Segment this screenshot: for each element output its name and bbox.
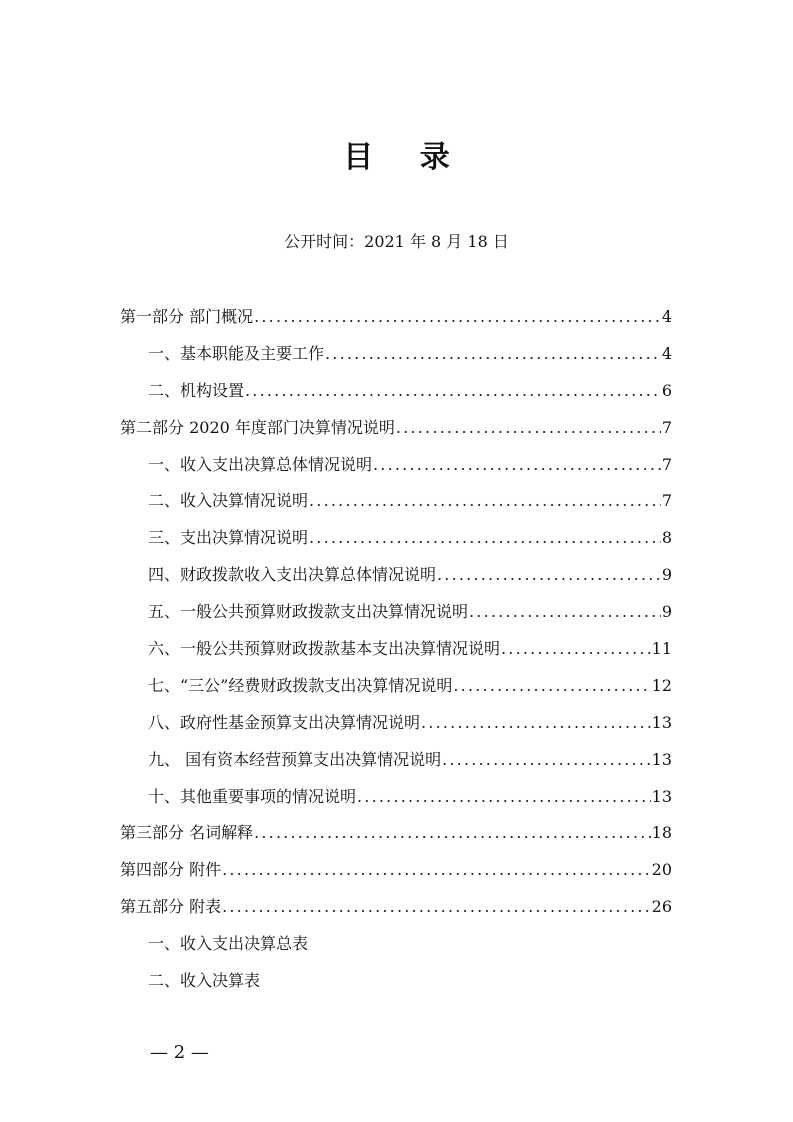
toc-entry-label: 七、“三公”经费财政拨款支出决算情况说明 — [148, 675, 453, 695]
toc-entry-label: 二、收入决算表 — [148, 971, 261, 991]
toc-entry[interactable] — [120, 896, 672, 933]
toc-entry[interactable] — [120, 749, 672, 786]
toc-dot-leader — [396, 417, 661, 439]
toc-dot-leader — [453, 675, 650, 697]
toc-entry-page-number: 11 — [651, 639, 672, 659]
toc-dot-leader — [501, 638, 651, 660]
toc-entry-label: 三、支出决算情况说明 — [148, 528, 309, 548]
toc-entry-label: 九、 国有资本经营预算支出决算情况说明 — [148, 749, 442, 769]
toc-entry-page-number: 13 — [651, 786, 672, 806]
toc-entry-page-number: 9 — [661, 565, 672, 585]
toc-entry-page-number: 13 — [651, 749, 672, 769]
toc-entry-label: 八、政府性基金预算支出决算情况说明 — [148, 712, 421, 732]
toc-dot-leader — [421, 712, 651, 734]
toc-entry-label: 一、收入支出决算总体情况说明 — [148, 454, 373, 474]
toc-entry-page-number: 13 — [651, 712, 672, 732]
toc-entry[interactable] — [120, 638, 672, 675]
toc-entry[interactable] — [120, 601, 672, 638]
toc-entry[interactable] — [120, 786, 672, 823]
toc-entry[interactable] — [120, 675, 672, 712]
toc-entry-label: 二、收入决算情况说明 — [148, 491, 309, 511]
toc-entry-label: 一、基本职能及主要工作 — [148, 343, 325, 363]
toc-entry-page-number: 12 — [651, 675, 672, 695]
toc-entry[interactable] — [120, 933, 672, 970]
toc-entry[interactable] — [120, 306, 672, 343]
toc-entry-page-number: 7 — [661, 417, 672, 437]
toc-dot-leader — [309, 527, 661, 549]
toc-dot-leader — [442, 749, 651, 771]
toc-entry-label: 四、财政拨款收入支出决算总体情况说明 — [148, 565, 437, 585]
toc-dot-leader — [222, 896, 651, 918]
toc-dot-leader — [254, 822, 651, 844]
publish-date: 公开时间：2021 年 8 月 18 日 — [284, 232, 509, 251]
toc-entry[interactable] — [120, 343, 672, 380]
toc-entry-label: 一、收入支出决算总表 — [148, 934, 309, 954]
toc-entry-page-number: 7 — [661, 454, 672, 474]
toc-entry[interactable] — [120, 712, 672, 749]
toc-entry-page-number: 6 — [661, 380, 672, 400]
toc-entry-label: 五、一般公共预算财政拨款支出决算情况说明 — [148, 602, 469, 622]
toc-entry[interactable] — [120, 859, 672, 896]
toc-entry[interactable] — [120, 417, 672, 454]
toc-dot-leader — [437, 564, 661, 586]
toc-entry[interactable] — [120, 822, 672, 859]
toc-dot-leader — [245, 380, 661, 402]
toc-entry[interactable] — [120, 454, 672, 491]
toc-entry-page-number: 4 — [661, 343, 672, 363]
toc-entry-label: 第一部分 部门概况 — [120, 307, 254, 326]
toc-entry-label: 第三部分 名词解释 — [120, 823, 254, 843]
toc-entry-label: 六、一般公共预算财政拨款基本支出决算情况说明 — [148, 639, 501, 659]
toc-entry-label: 第二部分 2020 年度部门决算情况说明 — [120, 417, 395, 437]
toc-dot-leader — [373, 454, 661, 476]
page-title: 目 录 — [343, 140, 468, 175]
toc-dot-leader — [469, 601, 661, 623]
toc-entry-label: 第四部分 附件 — [120, 860, 222, 880]
toc-entry-page-number: 9 — [661, 602, 672, 622]
table-of-contents — [120, 306, 672, 1007]
toc-entry-label: 十、其他重要事项的情况说明 — [148, 786, 357, 806]
toc-entry[interactable] — [120, 527, 672, 564]
toc-entry-page-number: 8 — [661, 528, 672, 548]
toc-entry-label: 二、机构设置 — [148, 380, 245, 400]
toc-entry[interactable] — [120, 970, 672, 1007]
toc-entry[interactable] — [120, 380, 672, 417]
toc-entry[interactable] — [120, 564, 672, 601]
toc-entry-page-number: 26 — [651, 897, 672, 917]
toc-entry[interactable] — [120, 490, 672, 527]
toc-entry-page-number: 7 — [661, 491, 672, 511]
toc-dot-leader — [222, 859, 651, 881]
toc-entry-label: 第五部分 附表 — [120, 897, 222, 917]
page-number-footer: — 2 — — [150, 1042, 209, 1063]
toc-entry-page-number: 20 — [651, 860, 672, 880]
toc-dot-leader — [254, 306, 661, 328]
toc-dot-leader — [309, 490, 661, 512]
toc-dot-leader — [357, 786, 651, 808]
toc-entry-page-number: 4 — [661, 307, 672, 326]
toc-dot-leader — [325, 343, 661, 365]
toc-entry-page-number: 18 — [651, 823, 672, 843]
